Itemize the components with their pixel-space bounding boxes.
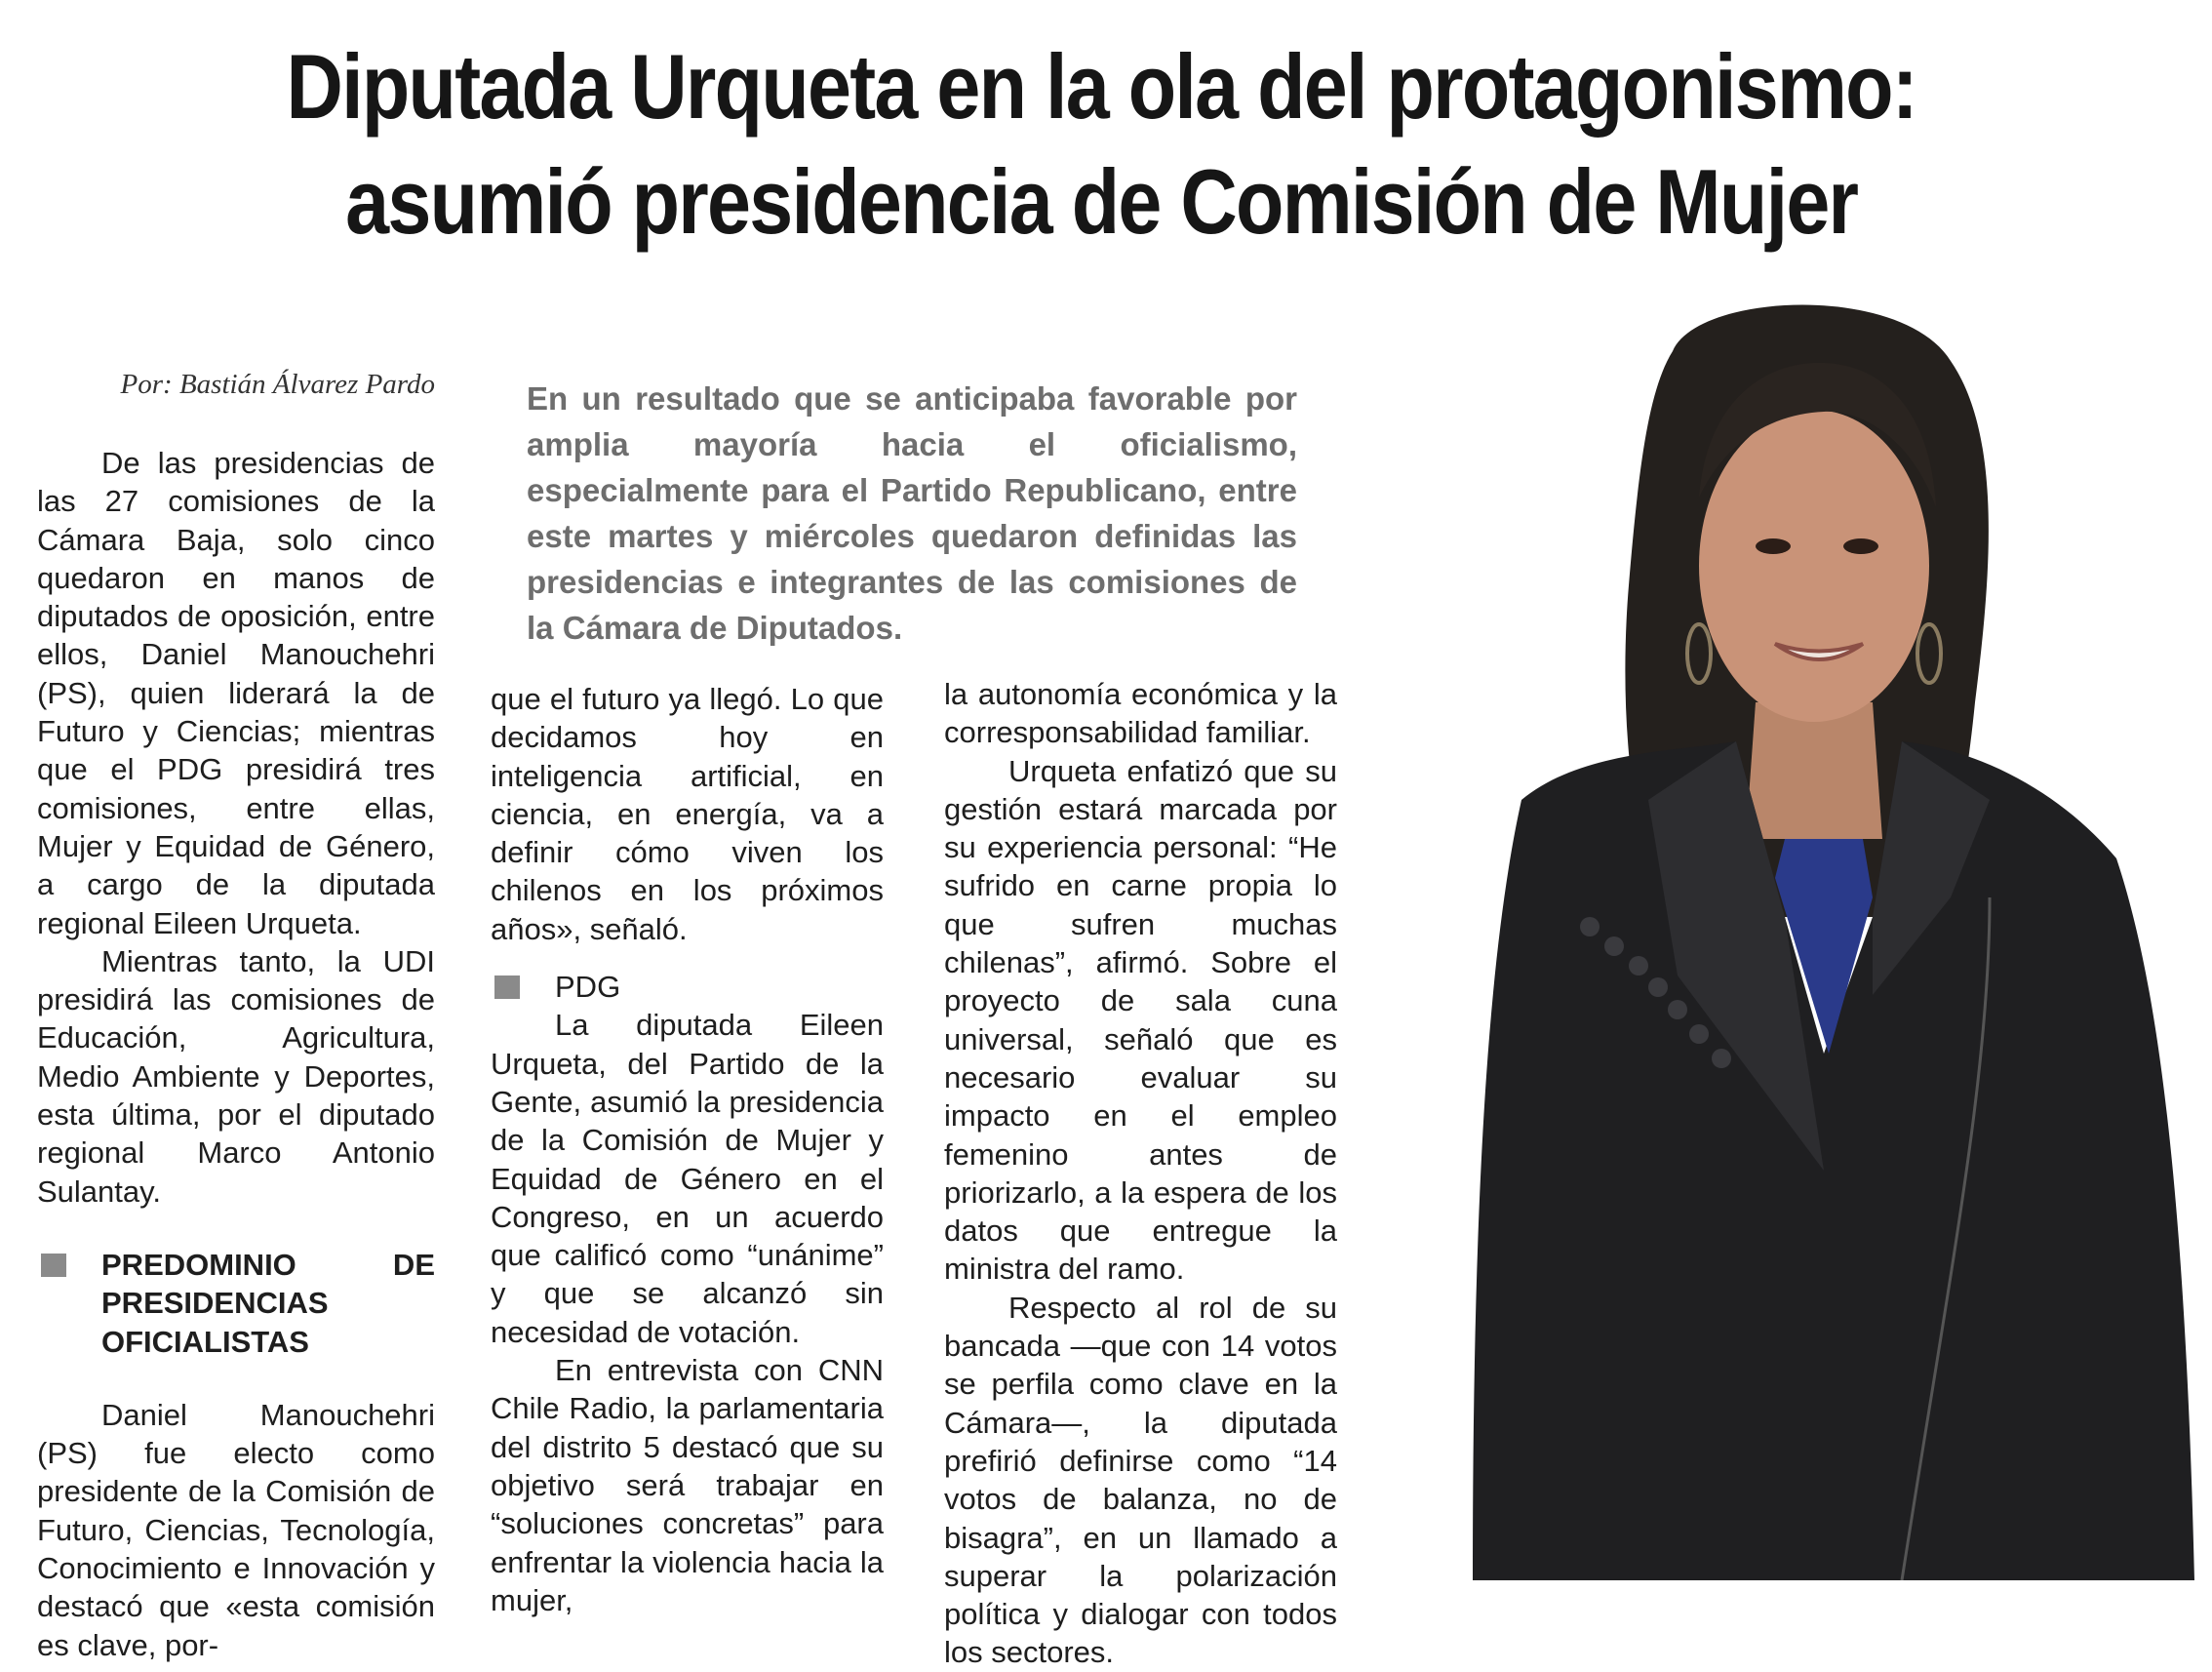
paragraph: Daniel Manouchehri (PS) fue electo como presidente de la Comisión de Futuro, Ciencias, Tecnología, Conocimiento e Innovación y destacó que «esta comisión es clave, por- [37, 1397, 435, 1662]
paragraph: Mientras tanto, la UDI presidirá las comisiones de Educación, Agricultura, Medio Ambiente y Deportes, esta última, por el diputado regional Marco Antonio Sulantay. [37, 943, 435, 1209]
paragraph: La diputada Eileen Urqueta, del Partido de la Gente, asumió la presidencia de la Comisión de Mujer y Equidad de Género en el Congreso, en un acuerdo que calificó como “unánime” y que se alcanzó sin necesidad de votación. [491, 1008, 884, 1349]
paragraph: Respecto al rol de su bancada —que con 14 votos se perfila como clave en la Cámara—, la diputada prefirió definirse como “14 votos de balanza, no de bisagra”, en un llamado a superar la polarización política y dialogar con todos los sectores. [944, 1290, 1337, 1670]
eye [1843, 538, 1878, 554]
column-2 [491, 680, 884, 1619]
face [1699, 410, 1929, 722]
headline-line-2: asumió presidencia de Comisión de Mujer [345, 150, 1858, 253]
square-bullet-icon [494, 975, 520, 999]
headline [150, 29, 2052, 259]
neck [1746, 702, 1882, 839]
subhead-text: PDG [555, 970, 621, 1005]
square-bullet-icon [41, 1254, 66, 1277]
paragraph: la autonomía económica y la corresponsabilidad familiar. [944, 677, 1337, 750]
headline-line-1: Diputada Urqueta en la ola del protagonismo: [286, 35, 1917, 138]
column-1 [37, 444, 435, 1664]
section-subhead [491, 968, 884, 1006]
portrait-photo [1443, 293, 2212, 1580]
paragraph: que el futuro ya llegó. Lo que decidamos hoy en inteligencia artificial, en ciencia, en energía, va a definir cómo viven los chilenos en los próximos años», señaló. [491, 682, 884, 946]
section-subhead [37, 1246, 435, 1361]
paragraph: Urqueta enfatizó que su gestión estará marcada por su experiencia personal: “He sufrido en carne propia lo que sufren muchas chilenas”, afirmó. Sobre el proyecto de sala cuna universal, señaló que es necesario evaluar su impacto en el empleo femenino antes de priorizarlo, a la espera de los datos que entregue la ministra del ramo. [944, 753, 1337, 1287]
paragraph: De las presidencias de las 27 comisiones de la Cámara Baja, solo cinco quedaron en manos de diputados de oposición, entre ellos, Daniel Manouchehri (PS), quien liderará la de Futuro y Ciencias; mientras que el PDG presidirá tres comisiones, entre ellas, Mujer y Equidad de Género, a cargo de la diputada regional Eileen Urqueta. [37, 446, 435, 940]
lead-paragraph: En un resultado que se anticipaba favorable por amplia mayoría hacia el oficialismo, especialmente para el Partido Republicano, entre este martes y miércoles quedaron definidas las presidencias e integrantes de las comisiones de la Cámara de Diputados. [527, 380, 1297, 646]
column-3 [944, 675, 1337, 1672]
subhead-text: PREDOMINIO DE PRESIDENCIAS OFICIALISTAS [101, 1247, 435, 1359]
byline: Por: Bastián Álvarez Pardo [120, 369, 435, 400]
paragraph: En entrevista con CNN Chile Radio, la parlamentaria del distrito 5 destacó que su objetivo será trabajar en “soluciones concretas” para enfrentar la violencia hacia la mujer, [491, 1353, 884, 1617]
eye [1756, 538, 1791, 554]
